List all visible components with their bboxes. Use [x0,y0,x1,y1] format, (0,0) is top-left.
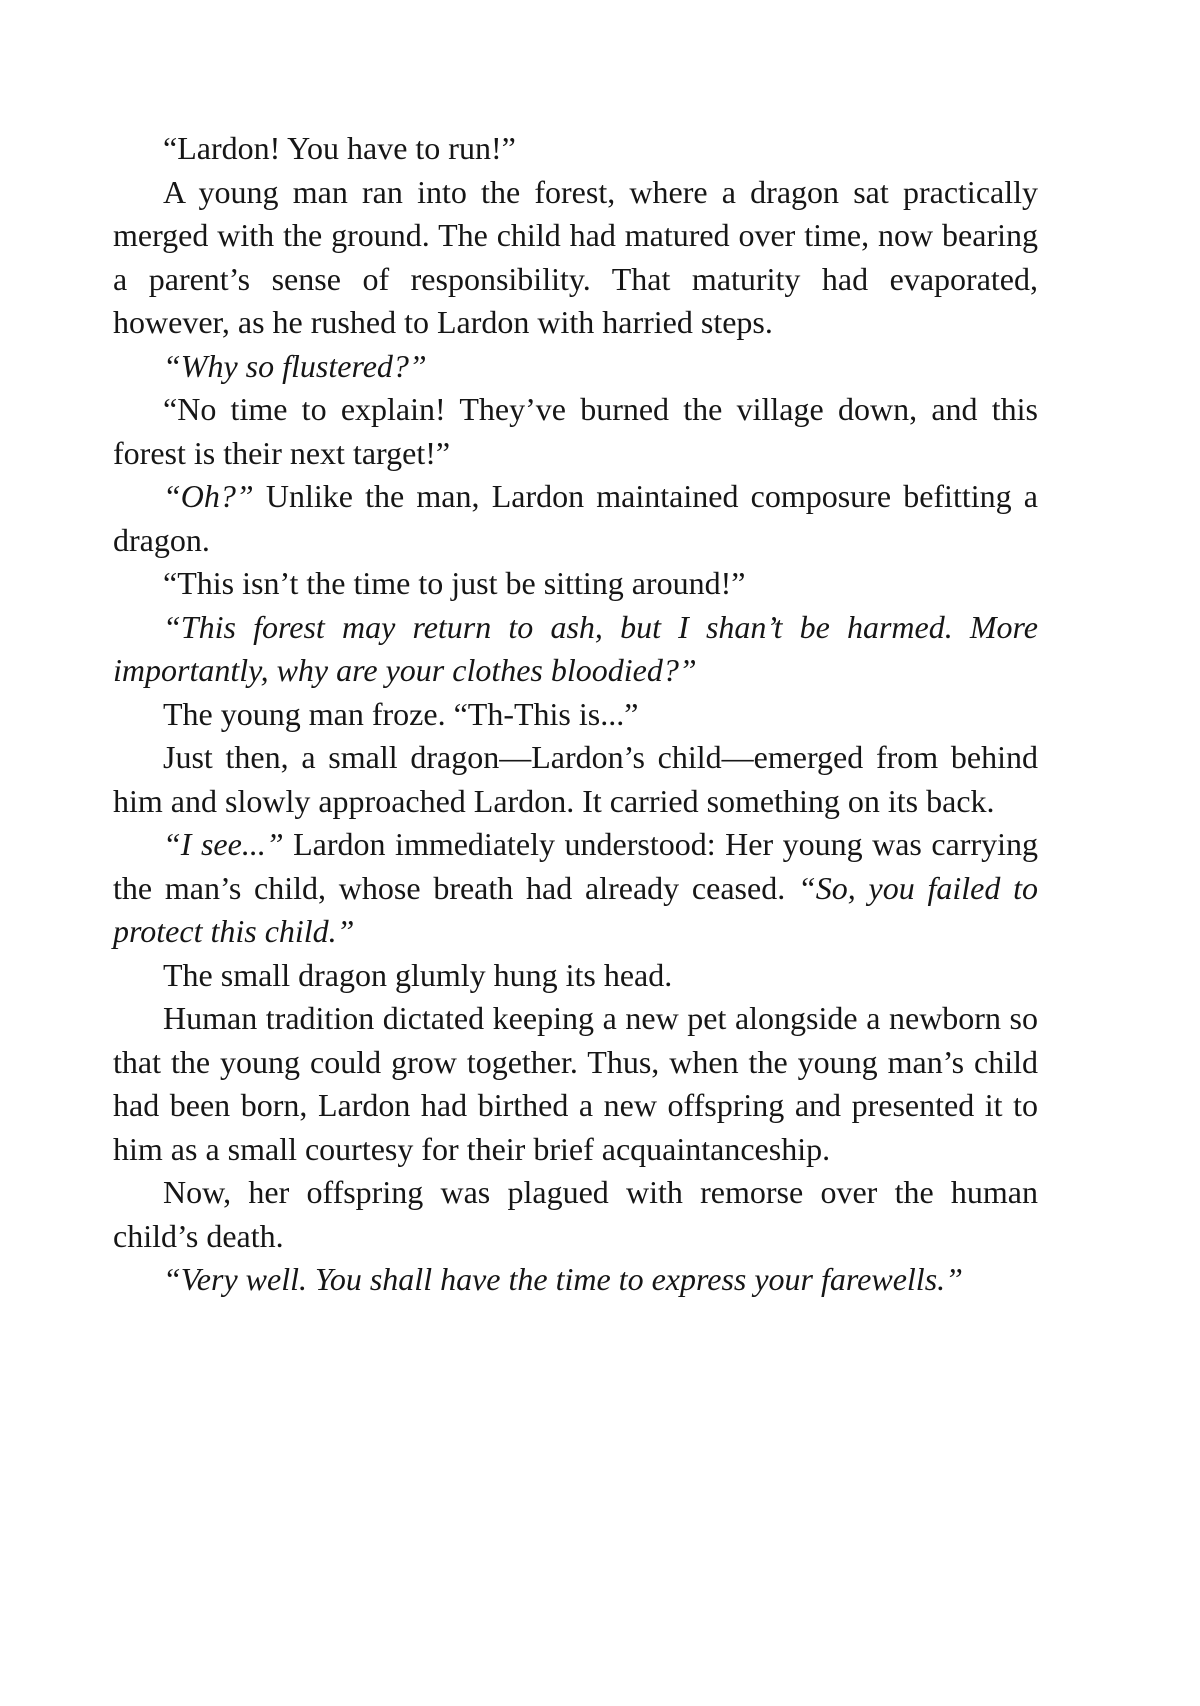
paragraph [113,171,1038,345]
paragraph [113,693,1038,737]
text-segment: “Why so flustered?” [163,347,427,384]
text-segment: “Lardon! You have to run!” [163,130,516,166]
paragraph [113,606,1038,693]
paragraph [113,1171,1038,1258]
text-segment: The young man froze. “Th-This is...” [163,695,639,732]
text-segment: Now, her offspring was plagued with remorse over the human child’s death. [113,1174,1038,1254]
text-segment: “I see...” [163,826,284,862]
text-segment: “Very well. You shall have the time to express your farewells.” [163,1261,963,1297]
paragraph [113,345,1038,389]
text-segment: “Oh?” [163,478,254,514]
paragraph [113,823,1038,954]
text-segment: The small dragon glumly hung its head. [163,956,673,993]
paragraph [113,475,1038,562]
paragraph [113,736,1038,823]
paragraph [113,562,1038,606]
page-text-block [113,127,1038,1302]
paragraph [113,954,1038,998]
text-segment: “This forest may return to ash, but I shan’t be harmed. More importantly, why are your clothes bloodied?” [113,608,1038,688]
paragraph [113,1258,1038,1302]
text-segment: Human tradition dictated keeping a new pet alongside a newborn so that the young could grow together. Thus, when the young man’s child had been born, Lardon had birthed a new offspring and presented it to him as a small courtesy for their brief acquaintanceship. [113,1000,1038,1167]
text-segment: “So, you failed to protect this child.” [113,869,1039,949]
paragraph [113,997,1038,1171]
paragraph [113,127,1038,171]
text-segment: Just then, a small dragon—Lardon’s child—emerged from behind him and slowly approached Lardon. It carried something on its back. [113,739,1038,819]
text-segment: Lardon immediately understood: Her young was carrying the man’s child, whose breath had already ceased. [113,826,1039,906]
text-segment: A young man ran into the forest, where a dragon sat practically merged with the ground. The child had matured over time, now bearing a parent’s sense of responsibility. That maturity had evaporated, however, as he rushed to Lardon with harried steps. [113,173,1038,340]
text-segment: “No time to explain! They’ve burned the village down, and this forest is their next target!” [113,391,1038,471]
paragraph [113,388,1038,475]
text-segment: Unlike the man, Lardon maintained composure befitting a dragon. [113,478,1038,558]
text-segment: “This isn’t the time to just be sitting around!” [163,565,746,601]
